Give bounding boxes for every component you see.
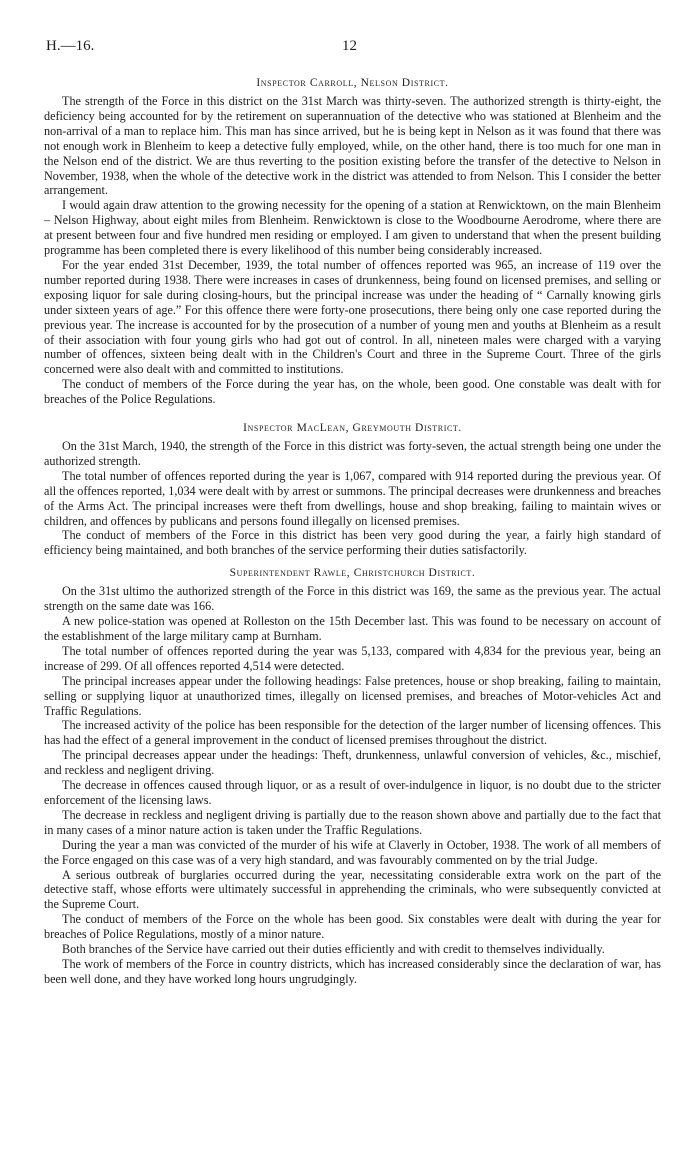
paragraph: On the 31st March, 1940, the strength of the Force in this district was forty-seven, the actual strength being one under the authorized strength. xyxy=(44,439,661,468)
paragraph: Both branches of the Service have carried out their duties efficiently and with credit to themselves individually. xyxy=(62,942,605,957)
paragraph: I would again draw attention to the growing necessity for the opening of a station at Renwicktown, on the main Blenheim – Nelson Highway, about eight miles from Blenheim. Renwicktown is close to the Woodbourne Aerodrome, where there are at present between four and five hundred men residing or employed. I am given to understand that when the present building programme has been completed there is every likelihood of this number being considerably increased. xyxy=(44,198,661,258)
paragraph: The decrease in offences caused through liquor, or as a result of over-indulgence in liquor, is no doubt due to the stricter enforcement of the licensing laws. xyxy=(44,778,661,807)
paragraph: The total number of offences reported during the year was 5,133, compared with 4,834 for the previous year, being an increase of 299. Of all offences reported 4,514 were detected. xyxy=(44,643,661,673)
paragraph: A serious outbreak of burglaries occurred during the year, necessitating considerable extra work on the part of the detective staff, whose efforts were ultimately successful in apprehending the criminals, who were subsequently convicted at the Supreme Court. xyxy=(44,867,661,912)
running-header xyxy=(44,0,661,62)
section-heading: Inspector MacLean, Greymouth District. xyxy=(243,422,462,435)
paragraph: The decrease in reckless and negligent driving is partially due to the reason shown above and partially due to the fact that in many cases of a minor nature action is taken under the Traffic Regulations. xyxy=(44,807,661,837)
section-greymouth-district xyxy=(44,421,661,558)
paragraph: The conduct of members of the Force on the whole has been good. Six constables were dealt with during the year for breaches of Police Regulations, mostly of a minor nature. xyxy=(44,912,661,942)
page-number: 12 xyxy=(342,38,357,54)
paragraph: The principal increases appear under the following headings: False pretences, house or shop breaking, failing to maintain, selling or supplying liquor at unauthorized times, illegally on licensed premises, and breaches of Motor-vehicles Act and Traffic Regulations. xyxy=(44,673,661,718)
paragraph: For the year ended 31st December, 1939, the total number of offences reported was 965, an increase of 119 over the number reported during 1938. There were increases in cases of drunkenness, being found on licensed premises, and selling or exposing liquor for sale during closing-hours, but the principal increase was under the heading of “ Carnally knowing girls under sixteen years of age.” For this offence there were forty-one prosecutions, there being only one case reported during the previous year. The increase is accounted for by the prosecution of a number of young men and youths at Blenheim as a result of their association with four young girls who had got out of control. In all, nineteen males were charged with a varying number of offences, sixteen being dealt with in the Children's Court and three in the Supreme Court. Three of the girls concerned were also dealt with and committed to institutions. xyxy=(44,257,661,377)
paragraph: The strength of the Force in this district on the 31st March was thirty-seven. The authorized strength is thirty-eight, the deficiency being accounted for by the retirement on superannuation of the detective who was stationed at Blenheim and the non-arrival of a man to replace him. This man has since arrived, but he is being kept in Nelson as it was found that there was not enough work in Blenheim to keep a detective fully employed, while, on the other hand, there is too much for one man in the Nelson end of the district. We are thus reverting to the position existing before the transfer of the detective to Nelson in November, 1938, when the whole of the detective work in the district was attended to from Nelson. This I consider the better arrangement. xyxy=(44,94,661,198)
paragraph: A new police-station was opened at Rolleston on the 15th December last. This was found to be necessary on account of the establishment of the large military camp at Burnham. xyxy=(44,614,661,643)
paragraph: The conduct of members of the Force during the year has, on the whole, been good. One constable was dealt with for breaches of the Police Regulations. xyxy=(44,377,661,407)
section-nelson-district xyxy=(44,76,661,407)
paragraph: The work of members of the Force in country districts, which has increased considerably since the declaration of war, has been well done, and they have worked long hours ungrudgingly. xyxy=(44,956,661,986)
paragraph: During the year a man was convicted of the murder of his wife at Claverly in October, 1938. The work of all members of the Force engaged on this case was of a very high standard, and was favourably commented on by the trial Judge. xyxy=(44,837,661,867)
paragraph: The principal decreases appear under the headings: Theft, drunkenness, unlawful conversion of vehicles, &c., mischief, and reckless and negligent driving. xyxy=(44,748,661,778)
section-christchurch-district xyxy=(44,566,661,986)
paragraph: The total number of offences reported during the year is 1,067, compared with 914 reported during the previous year. Of all the offences reported, 1,034 were dealt with by arrest or summons. The principal decreases were drunkenness and breaches of the Arms Act. The principal increases were theft from dwellings, house and shop breaking, failing to maintain wives or children, and offences by publicans and persons found illegally on licensed premises. xyxy=(44,468,661,528)
paragraph: The increased activity of the police has been responsible for the detection of the larger number of licensing offences. This has had the effect of a general improvement in the conduct of licensed premises throughout the district. xyxy=(44,718,661,748)
paragraph: The conduct of members of the Force in this district has been very good during the year, a fairly high standard of efficiency being maintained, and both branches of the service performing their duties satisfactorily. xyxy=(44,528,661,558)
section-heading: Superintendent Rawle, Christchurch District. xyxy=(229,567,476,580)
paragraph: On the 31st ultimo the authorized strength of the Force in this district was 169, the same as the previous year. The actual strength on the same date was 166. xyxy=(44,584,661,614)
section-heading: Inspector Carroll, Nelson District. xyxy=(256,77,449,89)
document-reference: H.—16. xyxy=(46,38,95,54)
